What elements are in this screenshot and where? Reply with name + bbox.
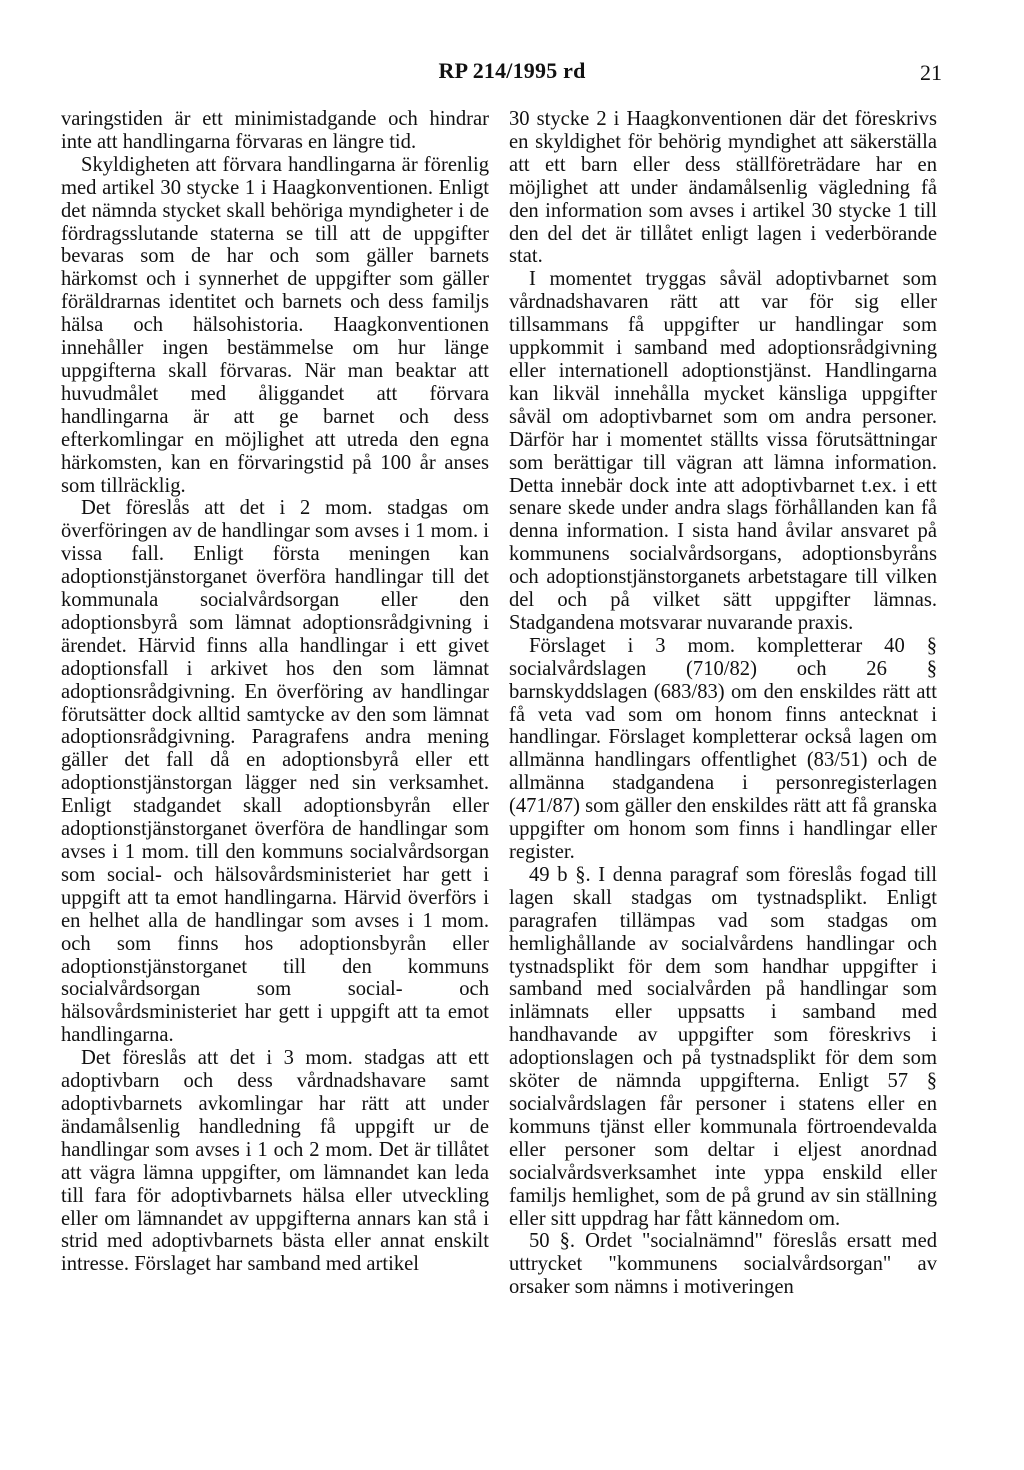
paragraph: Förslaget i 3 mom. kompletterar 40 § socialvårdslagen (710/82) och 26 § barnskyddslagen (683/83) om den enskildes rätt att få veta vad som om honom finns antecknat i handlingar. Förslaget kompletterar också lagen om allmänna handlingars offentlighet (83/51) och de allmänna stadgandena i personregisterlagen (471/87) som gäller den enskildes rätt att få granska uppgifter om honom som finns i handlingar eller register. — [509, 634, 937, 863]
paragraph: I momentet tryggas såväl adoptivbarnet som vårdnadshavaren rätt att var för sig eller tillsammans få uppgifter ur handlingar som uppkommit i samband med adoptionsrådgivning eller internationell adoptionstjänst. Handlingarna kan likväl innehålla mycket känsliga uppgifter såväl om adoptivbarnet som om andra personer. Därför har i momentet ställts vissa förutsättningar som berättigar till vägran att lämna information. Detta innebär dock inte att adoptivbarnet t.ex. i ett senare skede under andra slags förhållanden kan få denna information. I sista hand åvilar ansvaret på kommunens socialvårdsorgans, adoptionsbyråns och adoptionstjänstorganets arbetstagare till vilken del och på vilket sätt uppgifter lämnas. Stadgandena motsvarar nuvarande praxis. — [509, 268, 937, 634]
right-column — [509, 108, 937, 1299]
page-number: 21 — [920, 60, 942, 85]
paragraph: 30 stycke 2 i Haagkonventionen där det föreskrivs en skyldighet för behörig myndighet att säkerställa att ett barn eller dess ställföreträdare har en möjlighet att under ändamålsenlig vägledning få den information som avses i artikel 30 stycke 1 till den del det är tillåtet enligt lagen i vederbörande stat. — [509, 108, 937, 268]
document-reference: RP 214/1995 rd — [438, 58, 586, 83]
left-column — [61, 108, 489, 1276]
paragraph: Skyldigheten att förvara handlingarna är förenlig med artikel 30 stycke 1 i Haagkonventionen. Enligt det nämnda stycket skall behöriga myndigheter i de fördragsslutande staterna se till att de uppgifter bevaras som de har och som gäller barnets härkomst och i synnerhet de uppgifter som gäller föräldrarnas identitet och barnets och dess familjs hälsa och hälsohistoria. Haagkonventionen innehåller ingen bestämmelse om hur länge uppgifterna skall förvaras. När man beaktar att huvudmålet med åliggandet att förvara handlingarna är att ge barnet och dess efterkomlingar en möjlighet att utreda den egna härkomsten, kan en förvaringstid på 100 år anses som tillräcklig. — [61, 153, 489, 497]
paragraph: varingstiden är ett minimistadgande och hindrar inte att handlingarna förvaras en längre tid. — [61, 108, 489, 153]
paragraph: Det föreslås att det i 3 mom. stadgas att ett adoptivbarn och dess vårdnadshavare samt adoptivbarnets avkomlingar har rätt att under ändamålsenlig handledning få uppgift ur de handlingar som avses i 1 och 2 mom. Det är tillåtet att vägra lämna uppgifter, om lämnandet kan leda till fara för adoptivbarnets hälsa eller utveckling eller om lämnandet av uppgifterna annars kan stå i strid med adoptivbarnets bästa eller annat enskilt intresse. Förslaget har samband med artikel — [61, 1047, 489, 1276]
paragraph: Det föreslås att det i 2 mom. stadgas om överföringen av de handlingar som avses i 1 mom. i vissa fall. Enligt första meningen kan adoptionstjänstorganet överföra handlingar till det kommunala socialvårdsorgan eller den adoptionsbyrå som lämnat adoptionsrådgivning i ärendet. Härvid finns alla handlingar i ett givet adoptionsfall i arkivet hos den som lämnat adoptionsrådgivning. En överföring av handlingar förutsätter dock alltid samtycke av den som lämnat adoptionsrådgivning. Paragrafens andra mening gäller det fall då en adoptionsbyrå eller ett adoptionstjänstorgan lägger ned sin verksamhet. Enligt stadgandet skall adoptionsbyrån eller adoptionstjänstorganet överföra de handlingar som avses i 1 mom. till den kommuns socialvårdsorgan som social- och hälsovårdsministeriet har gett i uppgift att ta emot handlingarna. Härvid överförs i en helhet alla de handlingar som avses i 1 mom. och som finns hos adoptionsbyrån eller adoptionstjänstorganet till den kommuns socialvårdsorgan som social- och hälsovårdsministeriet har gett i uppgift att ta emot handlingarna. — [61, 497, 489, 1047]
paragraph: 50 §. Ordet "socialnämnd" föreslås ersatt med uttrycket "kommunens socialvårdsorgan" av orsaker som nämns i motiveringen — [509, 1230, 937, 1299]
paragraph: 49 b §. I denna paragraf som föreslås fogad till lagen skall stadgas om tystnadsplikt. Enligt paragrafen tillämpas vad som stadgas om hemlighållande av socialvårdens handlingar och tystnadsplikt för dem som handhar uppgifter i samband med socialvården på handlingar som inlämnats eller uppsatts i samband med handhavande av uppgifter som föreskrivs i adoptionslagen och på tystnadsplikt för dem som sköter de nämnda uppgifterna. Enligt 57 § socialvårdslagen får personer i statens eller en kommuns tjänst eller kommunala förtroendevalda eller personer som deltar i eljest anordnad socialvårdsverksamhet inte yppa enskild eller familjs hemlighet, som de på grund av sin ställning eller sitt uppdrag har fått kännedom om. — [509, 863, 937, 1230]
